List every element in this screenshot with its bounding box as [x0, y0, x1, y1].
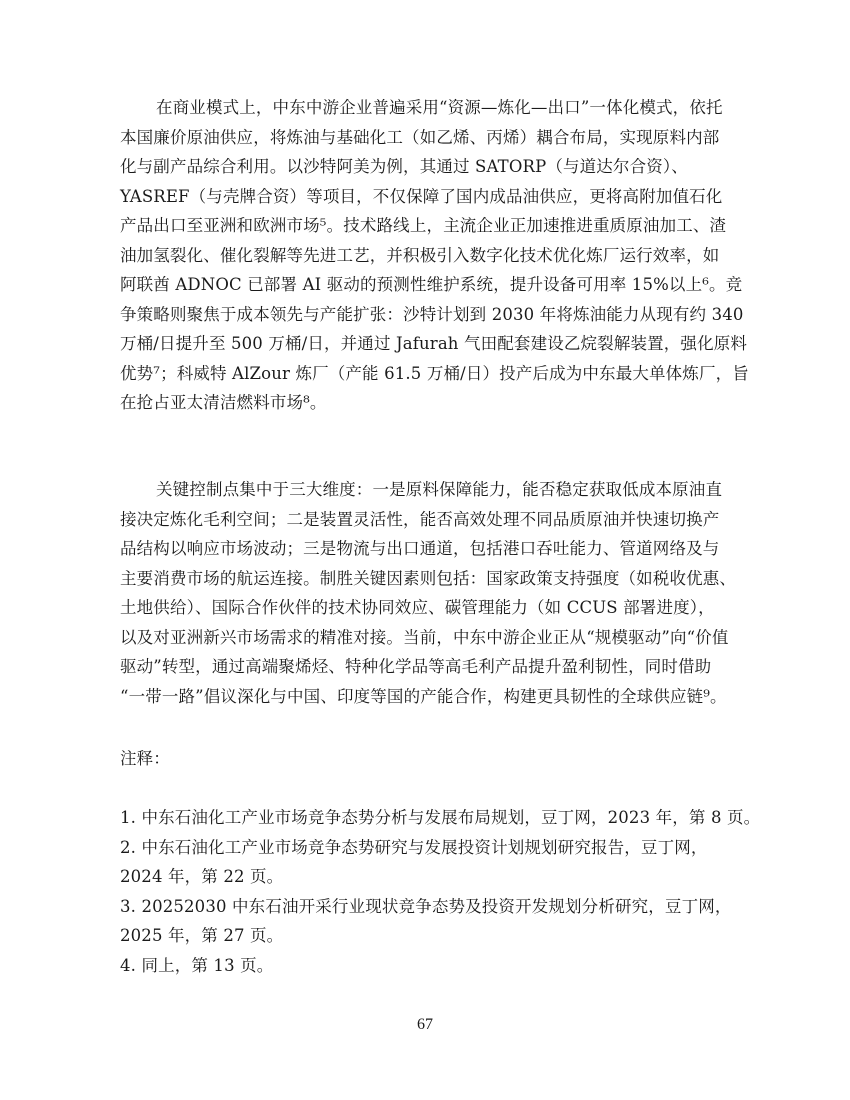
text-line: 产品出口至亚洲和欧洲市场⁵。技术路线上，主流企业正加速推进重质原油加工、渣 [120, 216, 727, 235]
note-line: 1. 中东石油化工产业市场竞争态势分析与发展布局规划，豆丁网，2023 年，第 8 页。 [120, 808, 761, 827]
paragraph-business-model [120, 93, 749, 418]
text-line: 阿联酋 ADNOC 已部署 AI 驱动的预测性维护系统，提升设备可用率 15%以上⁶。竞 [120, 275, 743, 294]
text-line: “一带一路”倡议深化与中国、印度等国的产能合作，构建更具韧性的全球供应链⁹。 [120, 686, 727, 706]
text-line: 在商业模式上，中东中游企业普遍采用“资源—炼化—出口”一体化模式，依托 [156, 98, 723, 117]
paragraph-key-control-points [120, 475, 745, 711]
text-line: 关键控制点集中于三大维度：一是原料保障能力，能否稳定获取低成本原油直 [156, 480, 723, 499]
note-line: 4. 同上，第 13 页。 [120, 955, 274, 975]
text-line: 优势⁷；科威特 AlZour 炼厂（产能 61.5 万桶/日）投产后成为中东最大单体炼厂，旨 [120, 363, 749, 383]
notes-heading [120, 744, 745, 774]
text-line: 驱动”转型，通过高端聚烯烃、特种化学品等高毛利产品提升盈利韧性，同时借助 [120, 657, 712, 676]
text-line: 油加氢裂化、催化裂解等先进工艺，并积极引入数字化技术优化炼厂运行效率，如 [120, 245, 720, 265]
text-line: 接决定炼化毛利空间；二是装置灵活性，能否高效处理不同品质原油并快速切换产 [120, 509, 720, 529]
text-line: YASREF（与壳牌合资）等项目，不仅保障了国内成品油供应，更将高附加值石化 [120, 186, 723, 206]
text-line: 土地供给）、国际合作伙伴的技术协同效应、碳管理能力（如 CCUS 部署进度）， [120, 598, 715, 617]
page-number: 67 [417, 1016, 433, 1033]
text-line: 争策略则聚焦于成本领先与产能扩张：沙特计划到 2030 年将炼油能力从现有约 340 [120, 304, 744, 324]
note-line: 3. 20252030 中东石油开采行业现状竞争态势及投资开发规划分析研究，豆丁网， [120, 896, 732, 916]
text-line: 品结构以响应市场波动；三是物流与出口通道，包括港口吞吐能力、管道网络及与 [120, 539, 720, 558]
note-line: 2024 年，第 22 页。 [120, 867, 284, 886]
note-line: 2. 中东石油化工产业市场竞争态势研究与发展投资计划规划研究报告，豆丁网， [120, 837, 708, 857]
note-line: 2025 年，第 27 页。 [120, 926, 284, 945]
text-line: 化与副产品综合利用。以沙特阿美为例，其通过 SATORP（与道达尔合资）、 [120, 157, 688, 176]
text-line: 万桶/日提升至 500 万桶/日，并通过 Jafurah 气田配套建设乙烷裂解装置，强化原料 [120, 334, 748, 353]
notes-list [120, 803, 761, 980]
text-line: 主要消费市场的航运连接。制胜关键因素则包括：国家政策支持强度（如税收优惠、 [120, 568, 737, 588]
text-line: 在抢占亚太清洁燃料市场⁸。 [120, 393, 327, 412]
text-line: 以及对亚洲新兴市场需求的精准对接。当前，中东中游企业正从“规模驱动”向“价值 [120, 627, 729, 647]
notes-heading-text: 注释： [120, 749, 170, 768]
text-line: 本国廉价原油供应，将炼油与基础化工（如乙烯、丙烯）耦合布局，实现原料内部 [120, 127, 720, 147]
